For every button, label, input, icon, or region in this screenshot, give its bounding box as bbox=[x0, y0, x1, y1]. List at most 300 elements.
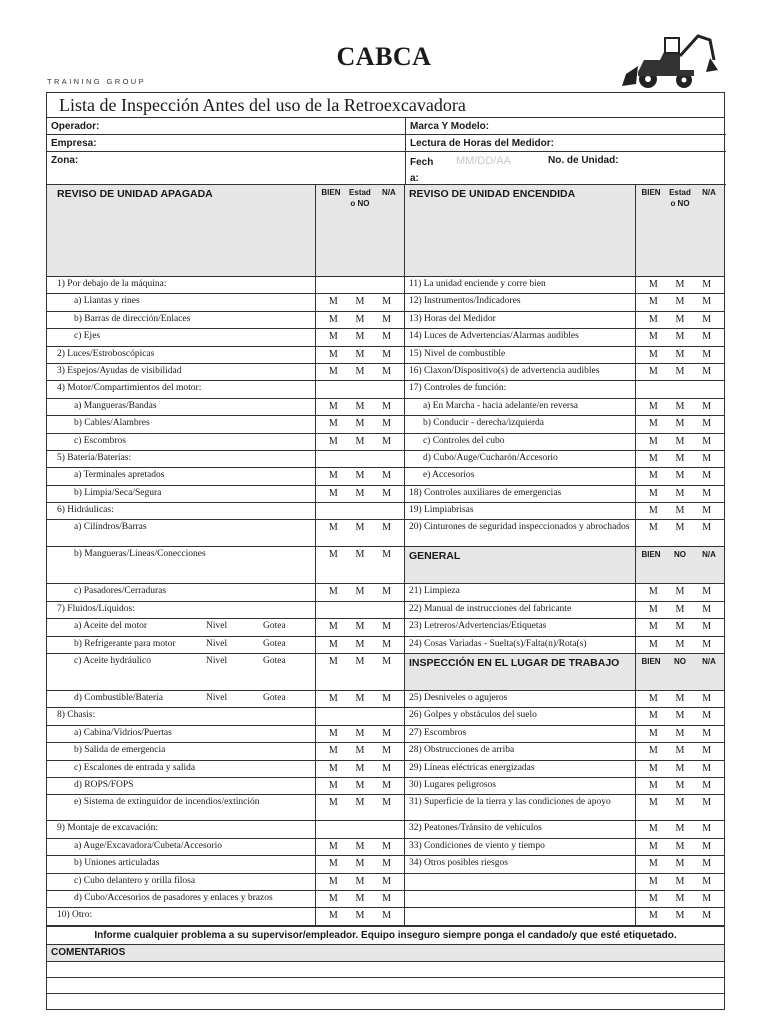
mark-no[interactable]: M bbox=[355, 418, 365, 430]
mark-bien[interactable]: M bbox=[648, 603, 658, 615]
mark-bien[interactable]: M bbox=[648, 586, 658, 598]
mark-cells bbox=[636, 434, 724, 450]
nivel-label: Nivel bbox=[206, 656, 228, 667]
mark-na[interactable]: M bbox=[382, 745, 392, 757]
mark-no[interactable]: M bbox=[675, 603, 685, 615]
checklist-row bbox=[47, 654, 404, 691]
mark-bien[interactable]: M bbox=[648, 400, 658, 412]
checklist-row bbox=[405, 691, 724, 708]
item-text: a) Auge/Excavadora/Cubeta/Accesorio bbox=[74, 840, 222, 851]
mark-bien[interactable]: M bbox=[648, 279, 658, 290]
mark-cells bbox=[636, 312, 724, 328]
mark-na[interactable]: M bbox=[382, 331, 392, 343]
mark-bien[interactable]: M bbox=[648, 418, 658, 430]
mark-bien[interactable]: M bbox=[648, 693, 658, 705]
mark-bien[interactable]: M bbox=[648, 522, 658, 534]
mark-bien[interactable]: M bbox=[648, 797, 658, 809]
mark-bien[interactable]: M bbox=[328, 797, 338, 809]
mark-no[interactable]: M bbox=[355, 638, 365, 650]
comments-line[interactable] bbox=[47, 978, 724, 994]
mark-bien[interactable]: M bbox=[648, 727, 658, 739]
checklist-item-label bbox=[47, 708, 316, 724]
mark-na[interactable]: M bbox=[382, 621, 392, 633]
mark-na[interactable]: M bbox=[702, 279, 712, 290]
mark-no[interactable]: M bbox=[675, 470, 685, 482]
item-text: a) Cabina/Vidrios/Puertas bbox=[74, 727, 172, 738]
mark-bien[interactable]: M bbox=[648, 762, 658, 774]
mark-na[interactable]: M bbox=[382, 418, 392, 430]
checklist-row bbox=[47, 416, 404, 433]
checklist-item-label bbox=[47, 312, 316, 328]
mark-bien[interactable]: M bbox=[328, 296, 338, 308]
section-title: GENERAL bbox=[405, 547, 636, 583]
item-text: 20) Cinturones de seguridad inspeccionados y abrochados bbox=[408, 522, 630, 533]
mark-na[interactable]: M bbox=[702, 727, 712, 739]
col-na: N/A bbox=[382, 188, 396, 197]
checklist-item-label bbox=[47, 839, 316, 855]
checklist-row bbox=[47, 708, 404, 725]
mark-no[interactable]: M bbox=[675, 621, 685, 633]
mark-no[interactable]: M bbox=[675, 296, 685, 308]
checklist-item-label bbox=[47, 743, 316, 759]
checklist-item-label bbox=[405, 726, 636, 742]
mark-na[interactable]: M bbox=[702, 296, 712, 308]
item-text: b) Uniones articuladas bbox=[74, 858, 160, 869]
mark-no[interactable]: M bbox=[675, 840, 685, 852]
mark-no[interactable]: M bbox=[355, 693, 365, 705]
mark-cells bbox=[316, 381, 404, 397]
mark-na[interactable]: M bbox=[702, 586, 712, 598]
mark-no[interactable]: M bbox=[355, 875, 365, 887]
mark-cells bbox=[636, 602, 724, 618]
mark-bien[interactable]: M bbox=[328, 400, 338, 412]
mark-cells bbox=[316, 434, 404, 450]
mark-bien[interactable]: M bbox=[328, 693, 338, 705]
mark-no[interactable]: M bbox=[355, 470, 365, 482]
checklist-row bbox=[405, 381, 724, 398]
mark-na[interactable]: M bbox=[702, 910, 712, 922]
checklist-item-label bbox=[47, 416, 316, 432]
mark-no[interactable]: M bbox=[355, 779, 365, 791]
brand-header bbox=[0, 0, 768, 90]
item-text: 6) Hidráulicas: bbox=[57, 505, 114, 516]
mark-no[interactable]: M bbox=[675, 693, 685, 705]
mark-na[interactable]: M bbox=[382, 858, 392, 870]
checklist-item-label bbox=[405, 434, 636, 450]
mark-cells bbox=[636, 637, 724, 653]
mark-no[interactable]: M bbox=[675, 892, 685, 904]
checklist-item-label bbox=[47, 434, 316, 450]
mark-cells bbox=[316, 364, 404, 380]
mark-no[interactable]: M bbox=[355, 400, 365, 412]
checklist-row bbox=[47, 451, 404, 468]
mark-na[interactable]: M bbox=[702, 823, 712, 835]
checklist-row bbox=[47, 399, 404, 416]
mark-na[interactable]: M bbox=[382, 470, 392, 482]
mark-bien[interactable]: M bbox=[648, 779, 658, 791]
mark-bien[interactable]: M bbox=[648, 710, 658, 722]
mark-bien[interactable]: M bbox=[328, 875, 338, 887]
mark-bien[interactable]: M bbox=[328, 779, 338, 791]
mark-na[interactable]: M bbox=[382, 549, 392, 561]
mark-na[interactable]: M bbox=[702, 452, 712, 464]
item-text: b) Limpia/Seca/Segura bbox=[74, 487, 162, 498]
mark-bien[interactable]: M bbox=[328, 435, 338, 447]
mark-no[interactable]: M bbox=[675, 762, 685, 774]
mark-cells bbox=[316, 312, 404, 328]
mark-no[interactable]: M bbox=[675, 400, 685, 412]
mark-bien[interactable]: M bbox=[648, 296, 658, 308]
mark-na[interactable]: M bbox=[382, 727, 392, 739]
mark-bien[interactable]: M bbox=[328, 331, 338, 343]
mark-cells bbox=[316, 708, 404, 724]
checklist-item-label bbox=[405, 778, 636, 794]
checklist-item-label bbox=[47, 874, 316, 890]
mark-na[interactable]: M bbox=[702, 693, 712, 705]
mark-na[interactable]: M bbox=[382, 875, 392, 887]
checklist-row bbox=[47, 908, 404, 925]
mark-cells bbox=[636, 908, 724, 924]
mark-no[interactable]: M bbox=[675, 910, 685, 922]
checklist-item-label bbox=[405, 856, 636, 872]
checklist-item-label bbox=[405, 468, 636, 484]
mark-bien[interactable]: M bbox=[328, 418, 338, 430]
mark-no[interactable]: M bbox=[355, 892, 365, 904]
mark-no[interactable]: M bbox=[675, 452, 685, 464]
item-text: 10) Otro: bbox=[57, 910, 93, 921]
item-text: b) Mangueras/Líneas/Conecciones bbox=[74, 549, 206, 560]
mark-no[interactable]: M bbox=[355, 910, 365, 922]
mark-na[interactable]: M bbox=[702, 762, 712, 774]
mark-no[interactable]: M bbox=[355, 858, 365, 870]
mark-na[interactable]: M bbox=[702, 603, 712, 615]
mark-no[interactable]: M bbox=[675, 435, 685, 447]
mark-no[interactable]: M bbox=[675, 745, 685, 757]
mark-no[interactable]: M bbox=[355, 621, 365, 633]
mark-no[interactable]: M bbox=[675, 586, 685, 598]
mark-no[interactable]: M bbox=[355, 296, 365, 308]
checklist-item-label bbox=[405, 637, 636, 653]
mark-cells bbox=[636, 468, 724, 484]
item-text: 4) Motor/Compartimientos del motor: bbox=[57, 383, 202, 394]
checklist-item-label bbox=[47, 795, 316, 820]
mark-no[interactable]: M bbox=[675, 279, 685, 290]
mark-no[interactable]: M bbox=[675, 823, 685, 835]
mark-bien[interactable]: M bbox=[648, 875, 658, 887]
mark-bien[interactable]: M bbox=[648, 840, 658, 852]
mark-bien[interactable]: M bbox=[648, 910, 658, 922]
item-text: d) Cubo/Accesorios de pasadores y enlaces y brazos bbox=[74, 892, 273, 903]
gotea-label: Gotea bbox=[263, 638, 286, 649]
mark-bien[interactable]: M bbox=[328, 638, 338, 650]
mark-na[interactable]: M bbox=[702, 892, 712, 904]
mark-na[interactable]: M bbox=[382, 892, 392, 904]
operador-field[interactable]: Operador: bbox=[47, 118, 406, 135]
mark-bien[interactable]: M bbox=[328, 586, 338, 598]
mark-bien[interactable]: M bbox=[648, 638, 658, 650]
mark-bien[interactable]: M bbox=[648, 823, 658, 835]
mark-bien[interactable]: M bbox=[328, 313, 338, 325]
mark-na[interactable]: M bbox=[702, 487, 712, 499]
checklist-row bbox=[47, 503, 404, 520]
mark-na[interactable]: M bbox=[382, 779, 392, 791]
mark-bien[interactable]: M bbox=[648, 313, 658, 325]
mark-bien[interactable]: M bbox=[328, 858, 338, 870]
empresa-field[interactable]: Empresa: bbox=[47, 135, 406, 152]
mark-na[interactable]: M bbox=[382, 365, 392, 377]
mark-cells bbox=[316, 821, 404, 837]
checklist-item-label bbox=[405, 874, 636, 890]
item-text: 33) Condiciones de viento y tiempo bbox=[408, 840, 545, 851]
item-text: 17) Controles de función: bbox=[408, 383, 507, 394]
checklist-row bbox=[47, 294, 404, 311]
mark-bien[interactable]: M bbox=[648, 892, 658, 904]
mark-na[interactable]: M bbox=[382, 435, 392, 447]
mark-cells bbox=[636, 399, 724, 415]
mark-cells bbox=[316, 908, 404, 924]
mark-no[interactable]: M bbox=[355, 365, 365, 377]
mark-na[interactable]: M bbox=[702, 470, 712, 482]
mark-no[interactable]: M bbox=[675, 365, 685, 377]
mark-bien[interactable]: M bbox=[328, 762, 338, 774]
mark-no[interactable]: M bbox=[675, 638, 685, 650]
mark-na[interactable]: M bbox=[382, 910, 392, 922]
mark-bien[interactable]: M bbox=[648, 745, 658, 757]
checklist-row bbox=[47, 891, 404, 908]
mark-na[interactable]: M bbox=[702, 621, 712, 633]
mark-no[interactable]: M bbox=[355, 840, 365, 852]
mark-bien[interactable]: M bbox=[648, 435, 658, 447]
checklist-item-label bbox=[47, 908, 316, 924]
mark-no[interactable]: M bbox=[675, 505, 685, 517]
mark-na[interactable]: M bbox=[702, 348, 712, 360]
checklist-item-label bbox=[405, 294, 636, 310]
mark-bien[interactable]: M bbox=[648, 621, 658, 633]
mark-cells bbox=[316, 399, 404, 415]
right-column bbox=[405, 185, 724, 926]
mark-bien[interactable]: M bbox=[648, 348, 658, 360]
mark-na[interactable]: M bbox=[702, 858, 712, 870]
mark-na[interactable]: M bbox=[702, 745, 712, 757]
mark-cells bbox=[316, 486, 404, 502]
comments-line[interactable] bbox=[47, 994, 724, 1010]
mark-bien[interactable]: M bbox=[648, 365, 658, 377]
mark-na[interactable]: M bbox=[702, 400, 712, 412]
zona-field[interactable]: Zona: bbox=[47, 152, 406, 185]
info-grid bbox=[47, 118, 724, 185]
mark-cells bbox=[316, 602, 404, 618]
checklist-item-label bbox=[47, 520, 316, 546]
item-text: 30) Lugares peligrosos bbox=[408, 779, 497, 790]
brand-title: CABCA bbox=[336, 42, 432, 71]
mark-cells bbox=[636, 381, 724, 397]
checklist-item-label bbox=[405, 277, 636, 293]
fecha-input[interactable]: MM/DD/AA bbox=[456, 155, 511, 167]
mark-no[interactable]: M bbox=[675, 418, 685, 430]
mark-na[interactable]: M bbox=[702, 365, 712, 377]
mark-bien[interactable]: M bbox=[648, 505, 658, 517]
mark-bien[interactable]: M bbox=[648, 858, 658, 870]
mark-cells bbox=[636, 520, 724, 546]
mark-bien[interactable]: M bbox=[328, 549, 338, 561]
checklist-item-label bbox=[405, 619, 636, 635]
mark-na[interactable]: M bbox=[382, 487, 392, 499]
col-header: N/A bbox=[702, 657, 716, 667]
mark-no[interactable]: M bbox=[355, 487, 365, 499]
checklist-row bbox=[405, 637, 724, 654]
col-header: BIEN bbox=[641, 657, 661, 667]
mark-no[interactable]: M bbox=[675, 875, 685, 887]
mark-cells bbox=[636, 277, 724, 293]
mark-no[interactable]: M bbox=[355, 522, 365, 534]
mark-no[interactable]: M bbox=[675, 727, 685, 739]
mark-na[interactable]: M bbox=[702, 797, 712, 809]
mark-bien[interactable]: M bbox=[328, 745, 338, 757]
mark-no[interactable]: M bbox=[675, 348, 685, 360]
mark-cells bbox=[316, 329, 404, 345]
mark-no[interactable]: M bbox=[355, 745, 365, 757]
item-text: 24) Cosas Variadas - Suelta(s)/Falta(n)/Rota(s) bbox=[408, 638, 587, 649]
checklist-item-label bbox=[47, 503, 316, 519]
item-text: 12) Instrumentos/Indicadores bbox=[408, 296, 521, 307]
mark-na[interactable]: M bbox=[702, 710, 712, 722]
mark-bien[interactable]: M bbox=[328, 840, 338, 852]
mark-na[interactable]: M bbox=[702, 505, 712, 517]
mark-no[interactable]: M bbox=[355, 797, 365, 809]
mark-na[interactable]: M bbox=[382, 313, 392, 325]
mark-bien[interactable]: M bbox=[328, 365, 338, 377]
mark-no[interactable]: M bbox=[355, 331, 365, 343]
checklist-item-label bbox=[47, 637, 316, 653]
mark-cells bbox=[316, 654, 404, 690]
mark-na[interactable]: M bbox=[702, 418, 712, 430]
mark-bien[interactable]: M bbox=[648, 470, 658, 482]
mark-na[interactable]: M bbox=[702, 840, 712, 852]
marca-field[interactable]: Marca Y Modelo: bbox=[406, 118, 726, 135]
checklist-item-label bbox=[405, 364, 636, 380]
checklist-row bbox=[47, 329, 404, 346]
lectura-field[interactable]: Lectura de Horas del Medidor: bbox=[406, 135, 726, 152]
nivel-label: Nivel bbox=[206, 621, 228, 632]
fecha-label: Fech a: bbox=[410, 157, 434, 184]
item-text: d) Cubo/Auge/Cucharón/Accesorio bbox=[422, 452, 558, 463]
gotea-label: Gotea bbox=[263, 693, 286, 704]
mark-bien[interactable]: M bbox=[328, 892, 338, 904]
mark-no[interactable]: M bbox=[355, 435, 365, 447]
checklist-row bbox=[405, 708, 724, 725]
section-col-headers bbox=[636, 654, 724, 690]
mark-no[interactable]: M bbox=[355, 313, 365, 325]
mark-na[interactable]: M bbox=[702, 638, 712, 650]
mark-na[interactable]: M bbox=[382, 638, 392, 650]
checklist-item-label bbox=[47, 602, 316, 618]
checklist-item-label bbox=[405, 503, 636, 519]
mark-no[interactable]: M bbox=[355, 727, 365, 739]
mark-bien[interactable]: M bbox=[328, 522, 338, 534]
mark-na[interactable]: M bbox=[702, 313, 712, 325]
mark-na[interactable]: M bbox=[382, 840, 392, 852]
mark-no[interactable]: M bbox=[355, 762, 365, 774]
checklist-row bbox=[405, 743, 724, 760]
checklist-item-label bbox=[405, 602, 636, 618]
mark-cells bbox=[316, 795, 404, 820]
mark-na[interactable]: M bbox=[382, 797, 392, 809]
mark-na[interactable]: M bbox=[382, 656, 392, 668]
mark-na[interactable]: M bbox=[382, 522, 392, 534]
checklist-row bbox=[405, 451, 724, 468]
checklist-row bbox=[47, 312, 404, 329]
checklist-row bbox=[405, 874, 724, 891]
mark-bien[interactable]: M bbox=[648, 487, 658, 499]
item-text: c) Cubo delantero y orilla filosa bbox=[74, 875, 196, 886]
mark-bien[interactable]: M bbox=[328, 470, 338, 482]
mark-bien[interactable]: M bbox=[328, 487, 338, 499]
item-text: b) Refrigerante para motor bbox=[74, 638, 176, 649]
mark-no[interactable]: M bbox=[355, 586, 365, 598]
mark-bien[interactable]: M bbox=[328, 656, 338, 668]
checklist-item-label bbox=[405, 821, 636, 837]
mark-no[interactable]: M bbox=[675, 331, 685, 343]
mark-no[interactable]: M bbox=[355, 549, 365, 561]
comments-header: COMENTARIOS bbox=[47, 945, 724, 962]
mark-bien[interactable]: M bbox=[328, 910, 338, 922]
comments-line[interactable] bbox=[47, 962, 724, 978]
mark-na[interactable]: M bbox=[702, 331, 712, 343]
mark-na[interactable]: M bbox=[382, 693, 392, 705]
mark-na[interactable]: M bbox=[382, 762, 392, 774]
item-text: 8) Chasis: bbox=[57, 710, 96, 721]
mark-bien[interactable]: M bbox=[648, 452, 658, 464]
item-text: 28) Obstrucciones de arriba bbox=[408, 745, 515, 756]
checklist-item-label bbox=[47, 277, 316, 293]
mark-no[interactable]: M bbox=[675, 710, 685, 722]
checklist-item-label bbox=[405, 839, 636, 855]
mark-no[interactable]: M bbox=[675, 522, 685, 534]
mark-na[interactable]: M bbox=[702, 779, 712, 791]
mark-no[interactable]: M bbox=[675, 779, 685, 791]
mark-cells bbox=[636, 329, 724, 345]
mark-cells bbox=[316, 347, 404, 363]
mark-na[interactable]: M bbox=[382, 348, 392, 360]
mark-no[interactable]: M bbox=[675, 487, 685, 499]
checklist-item-label bbox=[405, 312, 636, 328]
mark-no[interactable]: M bbox=[675, 313, 685, 325]
item-text: c) Escombros bbox=[74, 435, 126, 446]
mark-bien[interactable]: M bbox=[328, 727, 338, 739]
mark-na[interactable]: M bbox=[702, 522, 712, 534]
mark-na[interactable]: M bbox=[702, 875, 712, 887]
mark-na[interactable]: M bbox=[382, 586, 392, 598]
checklist-row bbox=[405, 468, 724, 485]
mark-na[interactable]: M bbox=[702, 435, 712, 447]
checklist-row bbox=[47, 602, 404, 619]
mark-na[interactable]: M bbox=[382, 296, 392, 308]
checklist-row bbox=[47, 726, 404, 743]
checklist-row bbox=[405, 795, 724, 821]
mark-no[interactable]: M bbox=[355, 656, 365, 668]
item-text: 14) Luces de Advertencias/Alarmas audibles bbox=[408, 331, 579, 342]
mark-na[interactable]: M bbox=[382, 400, 392, 412]
mark-bien[interactable]: M bbox=[648, 331, 658, 343]
mark-no[interactable]: M bbox=[355, 348, 365, 360]
unidad-field[interactable]: No. de Unidad: bbox=[548, 155, 619, 166]
mark-bien[interactable]: M bbox=[328, 348, 338, 360]
mark-no[interactable]: M bbox=[675, 797, 685, 809]
checklist-item-label bbox=[405, 381, 636, 397]
mark-cells bbox=[636, 503, 724, 519]
mark-no[interactable]: M bbox=[675, 858, 685, 870]
mark-bien[interactable]: M bbox=[328, 621, 338, 633]
